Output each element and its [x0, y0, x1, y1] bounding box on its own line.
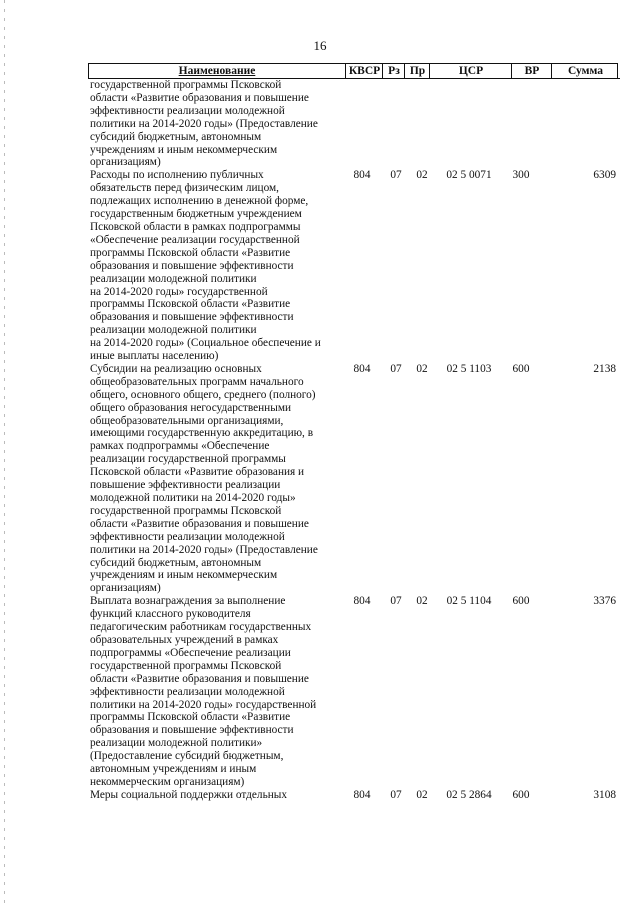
table-row	[90, 169, 620, 363]
row-kvsr: 804	[353, 169, 371, 182]
table-body	[90, 79, 620, 802]
page-number: 16	[313, 38, 327, 53]
row-kvsr: 804	[353, 788, 371, 801]
row-rz: 07	[390, 169, 402, 182]
header-csr: ЦСР	[429, 64, 512, 79]
header-rz: Рз	[382, 64, 405, 79]
row-name: Выплата вознаграждения за выполнение функций классного руководителя педагогическим работникам государственных образовательных учреждений в рамках подпрограммы «Обеспечение реализации государственной программы Псковской области «Развитие образования и повышение эффективности реализации молодежной политики на 2014-2020 годы» государственной программы Псковской области «Развитие образования и повышение эффективности реализации молодежной политики» (Предоставление субсидий бюджетным, автономным учреждениям и иным некоммерческим организациям)	[90, 595, 317, 788]
row-name: государственной программы Псковской области «Развитие образования и повышение эффективности реализации молодежной политики на 2014-2020 годы» (Предоставление субсидий бюджетным, автономным учреждениям и иным некоммерческим организациям)	[90, 79, 318, 169]
row-pr: 02	[416, 169, 428, 182]
row-sum: 2138	[593, 362, 616, 375]
row-csr: 02 5 2864	[446, 788, 492, 801]
header-kvsr: КВСР	[345, 64, 383, 79]
row-vr: 600	[512, 362, 530, 375]
scan-edge-artifact	[4, 0, 5, 905]
row-vr: 600	[512, 595, 530, 608]
row-csr: 02 5 1104	[446, 595, 492, 608]
budget-table	[88, 63, 618, 79]
row-pr: 02	[416, 788, 428, 801]
row-kvsr: 804	[353, 595, 371, 608]
row-sum: 3376	[593, 595, 616, 608]
table-row	[90, 363, 620, 595]
row-name: Субсидии на реализацию основных общеобразовательных программ начального общего, основного общего, среднего (полного) общего образования негосударственными общеобразовательными организациями, имеющими государственную аккредитацию, в рамках подпрограммы «Обеспечение реализации государственной программы Псковской области «Развитие образования и повышение эффективности реализации молодежной политики на 2014-2020 годы» государственной программы Псковской области «Развитие образования и повышение эффективности реализации молодежной политики на 2014-2020 годы» (Предоставление субсидий бюджетным, автономным учреждениям и иным некоммерческим организациям)	[90, 362, 318, 595]
header-name: Наименование	[178, 65, 256, 77]
row-kvsr: 804	[353, 362, 371, 375]
row-pr: 02	[416, 595, 428, 608]
table-row	[90, 79, 620, 169]
table-row	[90, 595, 620, 789]
row-sum: 6309	[593, 169, 616, 182]
table-header	[88, 63, 618, 79]
row-vr: 300	[512, 169, 530, 182]
row-name: Расходы по исполнению публичных обязательств перед физическим лицом, подлежащих исполнению в денежной форме, государственным бюджетным учреждением Псковской области в рамках подпрограммы «Обеспечение реализации государственной программы Псковской области «Развитие образования и повышение эффективности реализации молодежной политики на 2014-2020 годы» государственной программы Псковской области «Развитие образования и повышение эффективности реализации молодежной политики на 2014-2020 годы» (Социальное обеспечение и иные выплаты населению)	[90, 169, 321, 363]
table-row	[90, 789, 620, 802]
row-csr: 02 5 0071	[446, 169, 492, 182]
row-rz: 07	[390, 362, 402, 375]
row-vr: 600	[512, 788, 530, 801]
header-pr: Пр	[404, 64, 430, 79]
row-rz: 07	[390, 595, 402, 608]
row-rz: 07	[390, 788, 402, 801]
header-vr: ВР	[511, 64, 552, 79]
row-pr: 02	[416, 362, 428, 375]
row-sum: 3108	[593, 788, 616, 801]
header-sum: Сумма	[551, 64, 619, 79]
row-csr: 02 5 1103	[446, 362, 492, 375]
row-name: Меры социальной поддержки отдельных	[90, 788, 288, 801]
